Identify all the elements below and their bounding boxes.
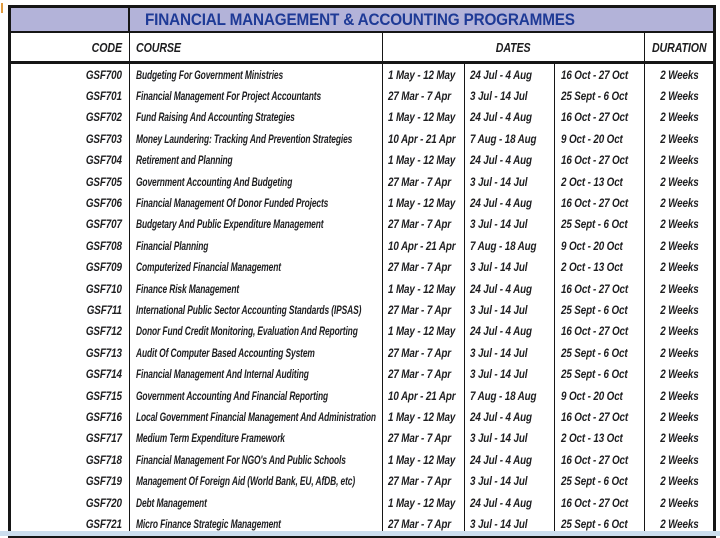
course-title-cell (130, 406, 383, 427)
session1-dates: 1 May - 12 May (388, 281, 456, 296)
course-title: Retirement and Planning (136, 153, 233, 168)
course-title: Local Government Financial Management And Administration (136, 409, 376, 424)
session1-dates-cell (383, 171, 465, 192)
course-code-cell (11, 235, 130, 256)
course-title-cell (130, 150, 383, 171)
course-code: GSF702 (86, 110, 122, 125)
session2-dates: 3 Jul - 14 Jul (470, 345, 528, 360)
session3-dates-cell (555, 428, 645, 449)
page-title: FINANCIAL MANAGEMENT & ACCOUNTING PROGRAMMES (145, 9, 575, 29)
session1-dates-cell (383, 321, 465, 342)
course-title-cell (130, 171, 383, 192)
course-code-cell (11, 64, 130, 85)
course-duration-cell (645, 470, 713, 491)
course-title-cell (130, 363, 383, 384)
table-row (11, 150, 713, 171)
session3-dates: 16 Oct - 27 Oct (561, 409, 629, 424)
session3-dates-cell (555, 107, 645, 128)
session2-dates-cell (465, 385, 555, 406)
session3-dates: 25 Sept - 6 Oct (561, 302, 628, 317)
session3-dates-cell (555, 171, 645, 192)
course-code-cell (11, 128, 130, 149)
course-duration: 2 Weeks (659, 431, 699, 446)
session3-dates-cell (555, 192, 645, 213)
session2-dates-cell (465, 85, 555, 106)
session1-dates-cell (383, 342, 465, 363)
session1-dates-cell (383, 449, 465, 470)
course-duration: 2 Weeks (659, 367, 699, 382)
course-title: Computerized Financial Management (136, 260, 281, 275)
session2-dates: 3 Jul - 14 Jul (470, 89, 528, 104)
table-row (11, 128, 713, 149)
session3-dates-cell (555, 235, 645, 256)
session1-dates: 1 May - 12 May (388, 67, 456, 82)
session1-dates: 1 May - 12 May (388, 196, 456, 211)
course-code: GSF709 (86, 260, 122, 275)
course-duration-cell (645, 171, 713, 192)
session1-dates-cell (383, 257, 465, 278)
table-row (11, 278, 713, 299)
course-title-cell (130, 192, 383, 213)
session2-dates-cell (465, 321, 555, 342)
session3-dates-cell (555, 342, 645, 363)
session1-dates-cell (383, 107, 465, 128)
session1-dates: 1 May - 12 May (388, 409, 456, 424)
session3-dates-cell (555, 449, 645, 470)
course-title-cell (130, 128, 383, 149)
header-dates: DATES (383, 33, 645, 61)
header-code: CODE (11, 33, 130, 61)
course-duration-cell (645, 150, 713, 171)
session1-dates: 27 Mar - 7 Apr (388, 345, 451, 360)
session3-dates: 25 Sept - 6 Oct (561, 217, 628, 232)
session3-dates-cell (555, 214, 645, 235)
session1-dates-cell (383, 470, 465, 491)
session2-dates: 3 Jul - 14 Jul (470, 302, 528, 317)
session3-dates-cell (555, 278, 645, 299)
session1-dates: 27 Mar - 7 Apr (388, 217, 451, 232)
session1-dates: 27 Mar - 7 Apr (388, 431, 451, 446)
session3-dates-cell (555, 128, 645, 149)
course-title-cell (130, 492, 383, 513)
course-duration-cell (645, 363, 713, 384)
course-title-cell (130, 85, 383, 106)
course-code: GSF715 (86, 388, 122, 403)
course-title: Debt Management (136, 495, 207, 510)
table-row (11, 342, 713, 363)
course-duration: 2 Weeks (659, 516, 699, 531)
session2-dates: 24 Jul - 4 Aug (470, 495, 532, 510)
session3-dates: 16 Oct - 27 Oct (561, 67, 629, 82)
course-title: Financial Management For NGO's And Public Schools (136, 452, 346, 467)
course-title: Management Of Foreign Aid (World Bank, EU, AfDB, etc) (136, 474, 356, 489)
session2-dates-cell (465, 492, 555, 513)
session1-dates-cell (383, 128, 465, 149)
session1-dates-cell (383, 214, 465, 235)
session2-dates-cell (465, 235, 555, 256)
header-duration: DURATION (651, 39, 707, 55)
course-duration: 2 Weeks (659, 302, 699, 317)
session2-dates-cell (465, 278, 555, 299)
course-title-cell (130, 470, 383, 491)
session1-dates-cell (383, 406, 465, 427)
session2-dates-cell (465, 214, 555, 235)
session3-dates: 25 Sept - 6 Oct (561, 345, 628, 360)
table-row (11, 214, 713, 235)
course-duration-cell (645, 64, 713, 85)
course-title: Medium Term Expenditure Framework (136, 431, 285, 446)
session3-dates: 16 Oct - 27 Oct (561, 452, 629, 467)
session2-dates: 7 Aug - 18 Aug (470, 131, 537, 146)
orange-edge-mark (1, 3, 3, 13)
course-duration: 2 Weeks (659, 174, 699, 189)
session2-dates-cell (465, 428, 555, 449)
course-duration: 2 Weeks (659, 67, 699, 82)
course-title-cell (130, 321, 383, 342)
course-duration: 2 Weeks (659, 217, 699, 232)
course-duration-cell (645, 321, 713, 342)
session3-dates: 16 Oct - 27 Oct (561, 495, 629, 510)
session3-dates-cell (555, 385, 645, 406)
session3-dates: 25 Sept - 6 Oct (561, 367, 628, 382)
session1-dates: 1 May - 12 May (388, 452, 456, 467)
session2-dates: 24 Jul - 4 Aug (470, 452, 532, 467)
session3-dates: 25 Sept - 6 Oct (561, 89, 628, 104)
course-code-cell (11, 278, 130, 299)
session3-dates-cell (555, 363, 645, 384)
session1-dates: 1 May - 12 May (388, 324, 456, 339)
course-title-cell (130, 278, 383, 299)
course-code-cell (11, 107, 130, 128)
course-title: Finance Risk Management (136, 281, 240, 296)
course-duration: 2 Weeks (659, 345, 699, 360)
session2-dates-cell (465, 406, 555, 427)
session2-dates: 24 Jul - 4 Aug (470, 196, 532, 211)
session1-dates-cell (383, 150, 465, 171)
course-code: GSF704 (86, 153, 122, 168)
session3-dates: 9 Oct - 20 Oct (561, 388, 623, 403)
course-code-cell (11, 470, 130, 491)
course-duration: 2 Weeks (659, 281, 699, 296)
course-code-cell (11, 428, 130, 449)
session2-dates: 7 Aug - 18 Aug (470, 388, 537, 403)
session2-dates-cell (465, 363, 555, 384)
course-code: GSF708 (86, 238, 122, 253)
session2-dates-cell (465, 299, 555, 320)
course-duration-cell (645, 385, 713, 406)
session2-dates: 3 Jul - 14 Jul (470, 516, 528, 531)
course-code-cell (11, 214, 130, 235)
course-duration-cell (645, 428, 713, 449)
session2-dates-cell (465, 171, 555, 192)
session3-dates: 16 Oct - 27 Oct (561, 281, 629, 296)
course-title: Audit Of Computer Based Accounting System (136, 345, 315, 360)
session2-dates: 7 Aug - 18 Aug (470, 238, 537, 253)
session3-dates: 9 Oct - 20 Oct (561, 131, 623, 146)
course-title: Micro Finance Strategic Management (136, 516, 281, 531)
course-duration-cell (645, 342, 713, 363)
course-duration-cell (645, 299, 713, 320)
course-title-cell (130, 257, 383, 278)
session3-dates: 2 Oct - 13 Oct (561, 260, 623, 275)
course-title: Money Laundering: Tracking And Prevention Strategies (136, 131, 353, 146)
course-duration: 2 Weeks (659, 89, 699, 104)
table-row (11, 192, 713, 213)
table-row (11, 107, 713, 128)
course-duration-cell (645, 85, 713, 106)
course-title: Fund Raising And Accounting Strategies (136, 110, 295, 125)
course-duration-cell (645, 278, 713, 299)
course-duration: 2 Weeks (659, 495, 699, 510)
course-duration: 2 Weeks (659, 153, 699, 168)
session3-dates-cell (555, 85, 645, 106)
course-duration-cell (645, 107, 713, 128)
course-duration-cell (645, 449, 713, 470)
title-band-title-cell (130, 8, 713, 31)
course-duration: 2 Weeks (659, 452, 699, 467)
course-code: GSF707 (86, 217, 122, 232)
table-row (11, 385, 713, 406)
session2-dates-cell (465, 150, 555, 171)
table-row (11, 449, 713, 470)
session2-dates: 24 Jul - 4 Aug (470, 409, 532, 424)
session1-dates: 10 Apr - 21 Apr (388, 238, 456, 253)
course-title: Financial Management For Project Accountants (136, 89, 322, 104)
session1-dates-cell (383, 64, 465, 85)
course-code: GSF703 (86, 131, 122, 146)
table-row (11, 321, 713, 342)
course-duration: 2 Weeks (659, 260, 699, 275)
course-title: Government Accounting And Budgeting (136, 174, 293, 189)
session1-dates: 27 Mar - 7 Apr (388, 174, 451, 189)
session3-dates: 16 Oct - 27 Oct (561, 324, 629, 339)
session1-dates: 27 Mar - 7 Apr (388, 516, 451, 531)
session3-dates-cell (555, 492, 645, 513)
course-code-cell (11, 192, 130, 213)
table-row (11, 64, 713, 85)
session1-dates-cell (383, 363, 465, 384)
course-title-cell (130, 235, 383, 256)
course-code-cell (11, 171, 130, 192)
session1-dates-cell (383, 492, 465, 513)
table-row (11, 235, 713, 256)
course-code: GSF718 (86, 452, 122, 467)
table-row (11, 85, 713, 106)
course-title: Financial Planning (136, 238, 209, 253)
course-duration-cell (645, 492, 713, 513)
session2-dates: 24 Jul - 4 Aug (470, 324, 532, 339)
session2-dates: 24 Jul - 4 Aug (470, 153, 532, 168)
session1-dates: 27 Mar - 7 Apr (388, 260, 451, 275)
bottom-edge-strip (0, 531, 720, 536)
course-code: GSF701 (86, 89, 122, 104)
session2-dates-cell (465, 128, 555, 149)
course-code: GSF719 (86, 474, 122, 489)
session3-dates: 16 Oct - 27 Oct (561, 153, 629, 168)
title-band-empty-cell (11, 8, 130, 31)
course-code: GSF716 (86, 409, 122, 424)
course-code: GSF717 (86, 431, 122, 446)
session2-dates-cell (465, 107, 555, 128)
course-title: Budgetary And Public Expenditure Management (136, 217, 324, 232)
session3-dates-cell (555, 150, 645, 171)
course-code: GSF712 (86, 324, 122, 339)
course-duration: 2 Weeks (659, 196, 699, 211)
programmes-table (8, 5, 716, 538)
table-row (11, 406, 713, 427)
course-code: GSF720 (86, 495, 122, 510)
table-row (11, 299, 713, 320)
course-duration: 2 Weeks (659, 324, 699, 339)
session3-dates: 16 Oct - 27 Oct (561, 110, 629, 125)
course-title-cell (130, 449, 383, 470)
session3-dates-cell (555, 299, 645, 320)
session3-dates-cell (555, 64, 645, 85)
session2-dates: 3 Jul - 14 Jul (470, 217, 528, 232)
course-code-cell (11, 85, 130, 106)
course-duration: 2 Weeks (659, 238, 699, 253)
course-title-cell (130, 428, 383, 449)
session1-dates: 27 Mar - 7 Apr (388, 89, 451, 104)
header-course: COURSE (130, 33, 383, 61)
session3-dates-cell (555, 406, 645, 427)
session2-dates: 24 Jul - 4 Aug (470, 110, 532, 125)
session1-dates-cell (383, 192, 465, 213)
table-row (11, 171, 713, 192)
course-title: International Public Sector Accounting Standards (IPSAS) (136, 302, 362, 317)
course-duration: 2 Weeks (659, 110, 699, 125)
session2-dates-cell (465, 192, 555, 213)
session3-dates: 2 Oct - 13 Oct (561, 431, 623, 446)
course-title: Budgeting For Government Ministries (136, 67, 284, 82)
session1-dates: 27 Mar - 7 Apr (388, 474, 451, 489)
course-code-cell (11, 406, 130, 427)
course-code-cell (11, 492, 130, 513)
session1-dates: 10 Apr - 21 Apr (388, 388, 456, 403)
session2-dates: 3 Jul - 14 Jul (470, 367, 528, 382)
course-title-cell (130, 385, 383, 406)
table-header-row (11, 33, 713, 64)
course-duration: 2 Weeks (659, 131, 699, 146)
table-row (11, 492, 713, 513)
course-title-cell (130, 214, 383, 235)
course-title: Donor Fund Credit Monitoring, Evaluation And Reporting (136, 324, 358, 339)
course-code-cell (11, 299, 130, 320)
session1-dates: 1 May - 12 May (388, 495, 456, 510)
session1-dates-cell (383, 278, 465, 299)
session3-dates: 9 Oct - 20 Oct (561, 238, 623, 253)
course-title-cell (130, 342, 383, 363)
course-code-cell (11, 257, 130, 278)
session1-dates: 1 May - 12 May (388, 153, 456, 168)
course-title-cell (130, 64, 383, 85)
session1-dates: 1 May - 12 May (388, 110, 456, 125)
session3-dates: 16 Oct - 27 Oct (561, 196, 629, 211)
session1-dates-cell (383, 235, 465, 256)
course-code-cell (11, 321, 130, 342)
course-duration: 2 Weeks (659, 474, 699, 489)
session2-dates: 3 Jul - 14 Jul (470, 431, 528, 446)
course-code: GSF721 (86, 516, 122, 531)
course-title-cell (130, 299, 383, 320)
session1-dates: 10 Apr - 21 Apr (388, 131, 456, 146)
course-code-cell (11, 363, 130, 384)
session3-dates: 25 Sept - 6 Oct (561, 516, 628, 531)
course-table-body (11, 64, 713, 535)
session1-dates-cell (383, 299, 465, 320)
session2-dates-cell (465, 470, 555, 491)
course-title: Government Accounting And Financial Reporting (136, 388, 329, 403)
course-duration-cell (645, 192, 713, 213)
course-code-cell (11, 449, 130, 470)
session1-dates: 27 Mar - 7 Apr (388, 302, 451, 317)
course-title-cell (130, 107, 383, 128)
course-title: Financial Management And Internal Auditing (136, 367, 309, 382)
course-duration-cell (645, 406, 713, 427)
table-row (11, 470, 713, 491)
session2-dates-cell (465, 64, 555, 85)
table-row (11, 428, 713, 449)
session1-dates-cell (383, 428, 465, 449)
session3-dates: 2 Oct - 13 Oct (561, 174, 623, 189)
course-duration-cell (645, 128, 713, 149)
session2-dates: 3 Jul - 14 Jul (470, 260, 528, 275)
session3-dates-cell (555, 257, 645, 278)
course-duration-cell (645, 235, 713, 256)
course-code: GSF705 (86, 174, 122, 189)
course-code-cell (11, 150, 130, 171)
session2-dates-cell (465, 449, 555, 470)
course-title: Financial Management Of Donor Funded Projects (136, 196, 329, 211)
session2-dates: 3 Jul - 14 Jul (470, 474, 528, 489)
course-code-cell (11, 385, 130, 406)
session2-dates: 3 Jul - 14 Jul (470, 174, 528, 189)
course-duration: 2 Weeks (659, 409, 699, 424)
session2-dates-cell (465, 342, 555, 363)
session2-dates: 24 Jul - 4 Aug (470, 281, 532, 296)
title-band (11, 8, 713, 33)
course-code: GSF706 (86, 196, 122, 211)
course-code: GSF713 (86, 345, 122, 360)
course-code: GSF700 (86, 67, 122, 82)
table-row (11, 363, 713, 384)
session3-dates-cell (555, 470, 645, 491)
session3-dates: 25 Sept - 6 Oct (561, 474, 628, 489)
session1-dates-cell (383, 85, 465, 106)
course-code: GSF710 (86, 281, 122, 296)
course-code: GSF714 (86, 367, 122, 382)
course-duration-cell (645, 214, 713, 235)
table-row (11, 257, 713, 278)
session1-dates-cell (383, 385, 465, 406)
course-duration-cell (645, 257, 713, 278)
session1-dates: 27 Mar - 7 Apr (388, 367, 451, 382)
course-code: GSF711 (86, 302, 122, 317)
course-duration: 2 Weeks (659, 388, 699, 403)
session2-dates: 24 Jul - 4 Aug (470, 67, 532, 82)
course-code-cell (11, 342, 130, 363)
session2-dates-cell (465, 257, 555, 278)
session3-dates-cell (555, 321, 645, 342)
